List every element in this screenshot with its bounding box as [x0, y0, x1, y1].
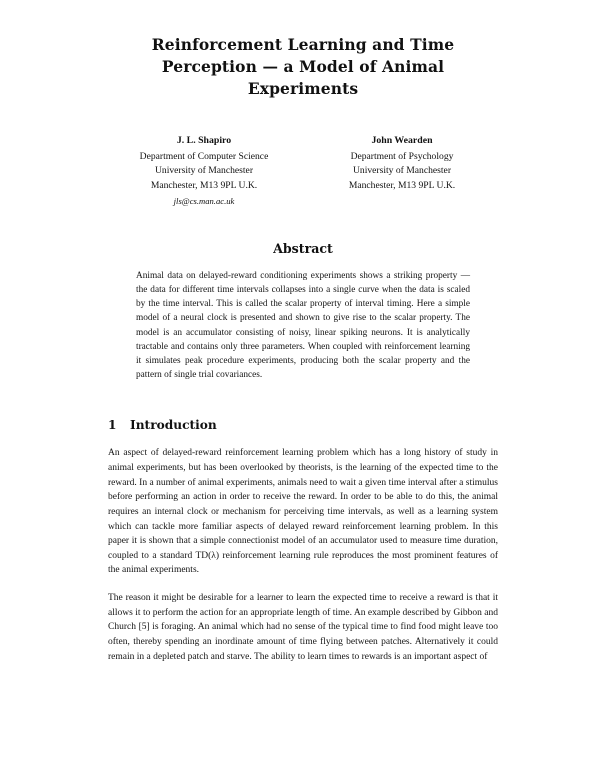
section-number: 1 — [108, 418, 117, 433]
paper-content — [108, 34, 498, 674]
paragraph: The reason it might be desirable for a learner to learn the expected time to receive a reward is that it allows it to perform the action for an appropriate length of time. An example described by Gibbon and Church [5] is foraging. An animal which had no sense of the typical time to find food might leave too often, thereby spending an inordinate amount of time flying between patches. Alternatively it could remain in a depleted patch and starve. The ability to learn times to rewards is an important aspect of — [108, 593, 498, 662]
author-name: J. L. Shapiro — [176, 135, 232, 146]
author-name: John Wearden — [371, 135, 433, 146]
section-heading-introduction — [108, 418, 498, 432]
author-affiliation-line: University of Manchester — [154, 165, 254, 177]
page-title: Reinforcement Learning and Time Perception — a Model of Animal Experiments — [151, 35, 455, 98]
section-title: Introduction — [130, 418, 217, 433]
author-affiliation-line: University of Manchester — [352, 165, 452, 177]
author-affiliation-line: Department of Computer Science — [139, 150, 269, 162]
author-block — [326, 134, 478, 208]
abstract-heading: Abstract — [273, 240, 333, 256]
paragraph: An aspect of delayed-reward reinforcement learning problem which has a long history of study in animal experiments, but has been overlooked by theorists, is the learning of the expected time to the reward. In a number of animal experiments, animals need to wait a given time interval after a stimulus before performing an action in order to receive the reward. In order to be able to do this, the animal requires an internal clock or mechanism for perceiving time intervals, as well as a learning system which can tackle more familiar aspects of delayed reward reinforcement learning problem. In this paper it is shown that a simple connectionist model of an accumulator used to measure time duration, coupled to a standard TD(λ) reinforcement learning rule reproduces the most prominent features of the animal experiments. — [108, 448, 498, 576]
author-affiliation-line: Manchester, M13 9PL U.K. — [348, 180, 456, 192]
author-affiliation-line: Department of Psychology — [350, 150, 454, 162]
abstract-body: Animal data on delayed-reward conditioning experiments shows a striking property — the data for different time intervals collapses into a single curve when the data is scaled by the time interval. This is called the scalar property of interval timing. Here a simple model of a neural clock is presented and shown to give rise to the scalar property. The model is an accumulator consisting of noisy, linear spiking neurons. It is analytically tractable and contains only three parameters. When coupled with reinforcement learning it simulates peak procedure experiments, producing both the scalar property and the pattern of single trial covariances. — [136, 270, 470, 381]
author-email: jls@cs.man.ac.uk — [173, 195, 235, 206]
author-block — [128, 134, 280, 208]
author-list — [108, 134, 498, 208]
author-affiliation-line: Manchester, M13 9PL U.K. — [150, 180, 258, 192]
